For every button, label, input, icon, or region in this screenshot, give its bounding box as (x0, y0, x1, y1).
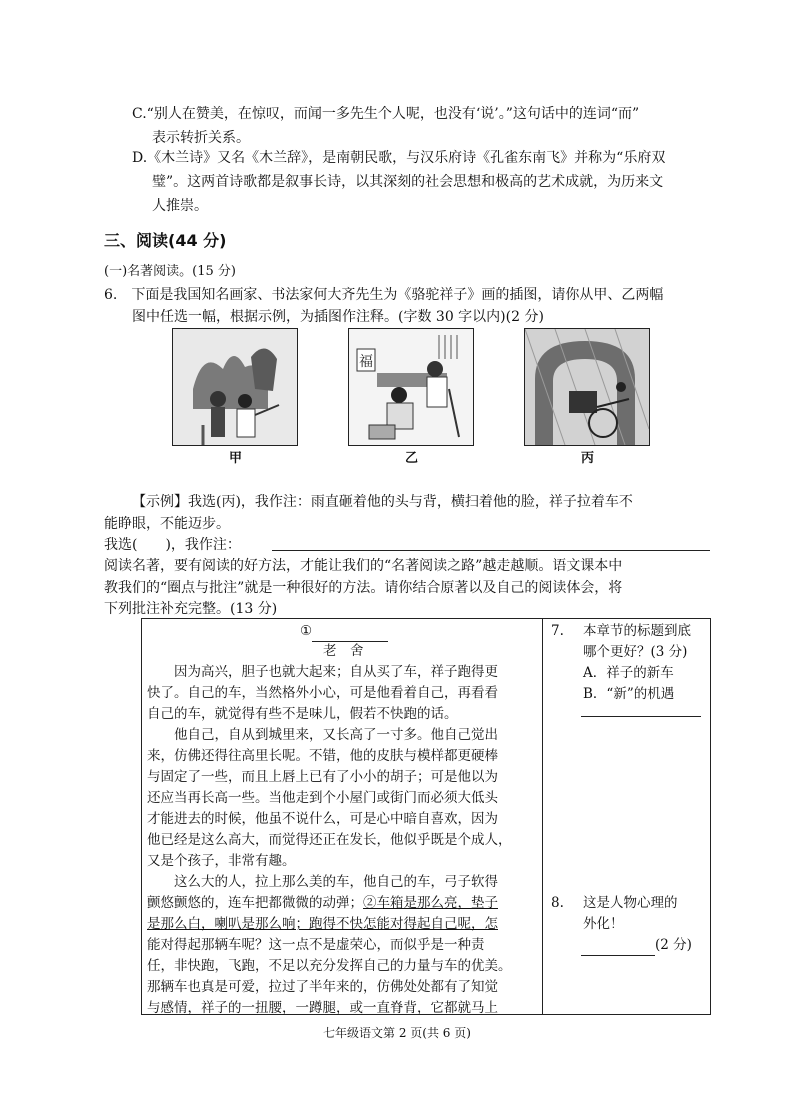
passage-line: 他自己，自从到城里来，又长高了一寸多。他自己觉出 (147, 727, 498, 743)
passage-line: 那辆车也真是可爱，拉过了半年来的，仿佛处处都有了知觉 (147, 979, 498, 995)
example-line1: 【示例】我选(丙)，我作注：雨直砸着他的头与背，横扫着他的脸，祥子拉着车不 (132, 494, 633, 510)
q8-score: (2 分) (655, 937, 692, 953)
pic-label-jia: 甲 (229, 451, 243, 466)
underlined-sentence: ②车箱是那么亮，垫子 (363, 895, 498, 911)
answer-blank-line[interactable] (272, 550, 710, 551)
q7-option-b[interactable]: B．“新”的机遇 (583, 686, 675, 702)
passage-line: 与感情，祥子的一扭腰，一蹲腿，或一直脊背，它都就马上 (147, 1000, 498, 1016)
q7-text-line2: 哪个更好？(3 分) (583, 644, 688, 660)
option-d-line1: D.《木兰诗》又名《木兰辞》，是南朝民歌，与汉乐府诗《孔雀东南飞》并称为“乐府双 (132, 150, 666, 166)
q8-answer-blank[interactable] (581, 935, 655, 956)
q7-option-a[interactable]: A．祥子的新车 (583, 665, 674, 681)
option-c-line2: 表示转折关系。 (152, 130, 250, 146)
passage-title-number (300, 621, 388, 642)
passage-line: 才能进去的时候，他虽不说什么，可是心中暗自喜欢，因为 (147, 811, 498, 827)
question-6-line1: 6. 下面是我国知名画家、书法家何大齐先生为《骆驼祥子》画的插图，请你从甲、乙两幅 (104, 287, 664, 303)
passage-line: 这么大的人，拉上那么美的车，他自己的车，弓子软得 (147, 874, 498, 890)
market-stall-illustration-icon (348, 328, 474, 446)
page-footer: 七年级语文第 2 页(共 6 页) (323, 1026, 471, 1040)
svg-text:福: 福 (359, 354, 373, 370)
passage-line: 他已经是这么高大，而觉得还正在发长，他似乎既是个成人， (147, 832, 512, 848)
passage-line: 能对得起那辆车呢？这一点不是虚荣心，而似乎是一种责 (147, 937, 485, 953)
q8-number: 8. (551, 895, 564, 911)
q8-answer-row (581, 935, 692, 956)
passage-line: 又是个孩子，非常有趣。 (147, 853, 296, 869)
pic-label-yi: 乙 (405, 451, 419, 466)
passage-line-underlined: 是那么白，喇叭是那么响；跑得不快怎能对得起自己呢，怎 (147, 916, 498, 932)
title-blank[interactable] (312, 621, 388, 642)
q7-text-line1: 本章节的标题到底 (583, 623, 691, 639)
q7-answer-blank[interactable] (581, 716, 701, 717)
option-d-line2: 璧”。这两首诗歌都是叙事长诗，以其深刻的社会思想和极高的艺术成就，为历来文 (152, 174, 664, 190)
q8-text-line1: 这是人物心理的 (583, 895, 678, 911)
subsection-title: (一)名著阅读。(15 分) (104, 264, 236, 279)
passage-author: 老 舍 (323, 643, 364, 659)
passage-line-underlined-start: 颤悠颤悠的，连车把都微微的动弹；②车箱是那么亮，垫子 (147, 895, 498, 911)
title-number: ① (300, 623, 313, 639)
passage-line: 任，非快跑，飞跑，不足以充分发挥自己的力量与车的优美。 (147, 958, 512, 974)
intro-line3: 下列批注补充完整。(13 分) (104, 601, 278, 617)
q8-text-line2: 外化！ (583, 916, 624, 932)
camel-illustration-icon (172, 328, 298, 446)
intro-line2: 教我们的“圈点与批注”就是一种很好的方法。请你结合原著以及自己的阅读体会，将 (104, 580, 623, 596)
answer-prompt: 我选( )，我作注： (104, 537, 241, 553)
section-title: 三、阅读(44 分) (104, 231, 227, 250)
option-c-line1: C.“别人在赞美，在惊叹，而闻一多先生个人呢，也没有‘说’。”这句话中的连词“而” (132, 106, 640, 122)
passage-line: 因为高兴，胆子也就大起来；自从买了车，祥子跑得更 (147, 664, 498, 680)
passage-line: 快了。自己的车，当然格外小心，可是他看着自己，再看看 (147, 685, 498, 701)
question-6-line2: 图中任选一幅，根据示例，为插图作注释。(字数 30 字以内)(2 分) (132, 309, 544, 325)
example-line2: 能睁眼，不能迈步。 (104, 516, 230, 532)
passage-line: 来，仿佛还得往高里长呢。不错，他的皮肤与模样都更硬棒 (147, 748, 498, 764)
passage-line: 与固定了一些，而且上唇上已有了小小的胡子；可是他以为 (147, 769, 498, 785)
q7-number: 7. (551, 623, 564, 639)
passage-line: 自己的车，就觉得有些不是味儿，假若不快跑的话。 (147, 706, 458, 722)
pic-label-bing: 丙 (581, 451, 595, 466)
passage-line: 还应当再长高一些。当他走到个小屋门或街门而必须大低头 (147, 790, 498, 806)
rickshaw-rain-illustration-icon (524, 328, 650, 446)
intro-line1: 阅读名著，要有阅读的好方法，才能让我们的“名著阅读之路”越走越顺。语文课本中 (104, 558, 623, 574)
option-d-line3: 人推崇。 (152, 198, 208, 214)
table-divider (542, 618, 543, 1015)
